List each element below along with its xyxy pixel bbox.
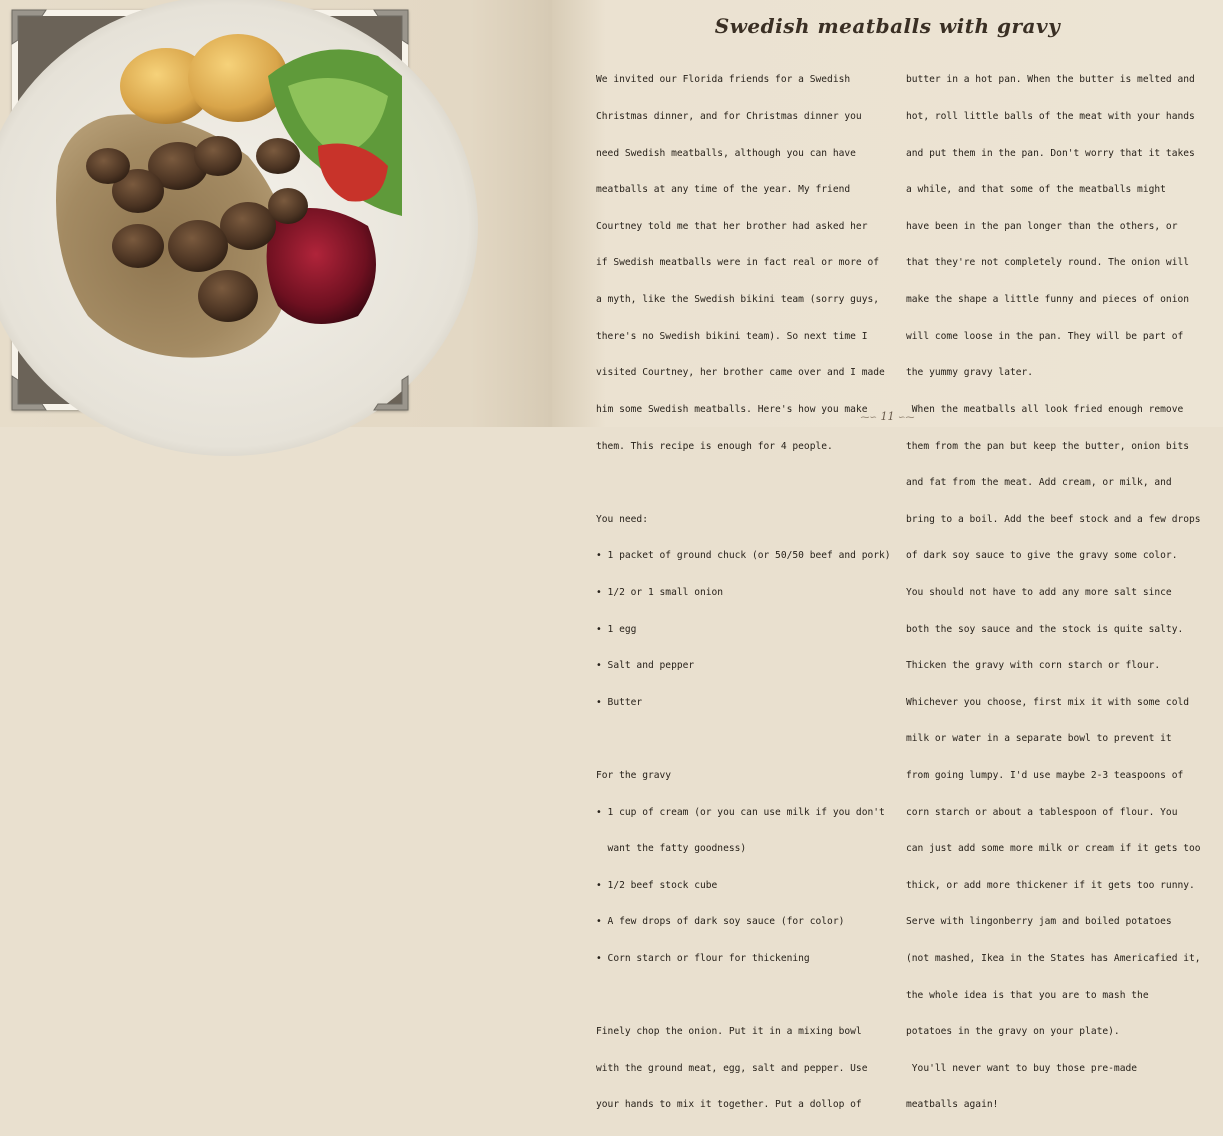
text-line: them. This recipe is enough for 4 people. bbox=[596, 440, 833, 452]
ingredient-item: • 1/2 or 1 small onion bbox=[596, 586, 724, 598]
left-page bbox=[0, 0, 552, 427]
ingredient-item: • A few drops of dark soy sauce (for color) bbox=[596, 916, 845, 928]
text-line: thick, or add more thickener if it gets too runny. bbox=[906, 879, 1195, 891]
page-number-value: 11 bbox=[880, 410, 895, 423]
text-line: meatballs again! bbox=[906, 1099, 999, 1111]
text-line: will come loose in the pan. They will be part of bbox=[906, 330, 1184, 342]
text-line: hot, roll little balls of the meat with your hands bbox=[906, 111, 1195, 123]
ingredient-item: • Corn starch or flour for thickening bbox=[596, 953, 810, 964]
flourish-left-icon: ⁓∽ bbox=[860, 413, 877, 423]
paragraph-gap bbox=[596, 990, 896, 1002]
photo-corner-icon bbox=[374, 10, 408, 44]
ingredient-item: • 1/2 beef stock cube bbox=[596, 879, 718, 891]
paragraph-gap bbox=[596, 733, 896, 745]
ingredient-item: • 1 packet of ground chuck (or 50/50 beef and pork) bbox=[596, 550, 891, 562]
text-line: milk or water in a separate bowl to prevent it bbox=[906, 733, 1172, 745]
ingredient-item: want the fatty goodness) bbox=[596, 843, 747, 855]
photo-corner-icon bbox=[12, 376, 46, 410]
text-line: Christmas dinner, and for Christmas dinner you bbox=[596, 111, 862, 123]
text-line: corn starch or about a tablespoon of flour. You bbox=[906, 806, 1178, 818]
text-line: the whole idea is that you are to mash the bbox=[906, 989, 1149, 1001]
text-line: Thicken the gravy with corn starch or flour. bbox=[906, 660, 1161, 672]
ingredient-item: • Butter bbox=[596, 696, 643, 708]
gravy-heading: For the gravy bbox=[596, 769, 672, 781]
text-line: there's no Swedish bikini team). So next time I bbox=[596, 330, 868, 342]
text-column-left bbox=[596, 50, 896, 1136]
text-line: make the shape a little funny and pieces of onion bbox=[906, 294, 1190, 306]
text-line: them from the pan but keep the butter, onion bits bbox=[906, 440, 1190, 452]
text-line: Serve with lingonberry jam and boiled potatoes bbox=[906, 916, 1172, 928]
text-line: him some Swedish meatballs. Here's how you make bbox=[596, 403, 868, 415]
text-line: bring to a boil. Add the beef stock and a few drops bbox=[906, 513, 1201, 525]
text-line: that they're not completely round. The onion will bbox=[906, 257, 1190, 269]
ingredient-item: • 1 egg bbox=[596, 623, 637, 635]
text-line: visited Courtney, her brother came over and I made bbox=[596, 367, 885, 379]
photo-corner-icon bbox=[12, 10, 46, 44]
text-column-right bbox=[906, 50, 1206, 1136]
text-line: from going lumpy. I'd use maybe 2-3 teaspoons of bbox=[906, 769, 1184, 781]
ingredients-heading: You need: bbox=[596, 513, 648, 525]
meatballs-photo bbox=[18, 16, 402, 404]
text-line: of dark soy sauce to give the gravy some color. bbox=[906, 550, 1178, 562]
ingredient-item: • Salt and pepper bbox=[596, 660, 695, 672]
text-line: When the meatballs all look fried enough remove bbox=[906, 403, 1184, 415]
text-line: potatoes in the gravy on your plate). bbox=[906, 1026, 1120, 1038]
meatballs-photo-illustration bbox=[18, 16, 402, 404]
text-line: meatballs at any time of the year. My friend bbox=[596, 184, 851, 196]
text-line: and put them in the pan. Don't worry that it takes bbox=[906, 147, 1195, 159]
text-line: the yummy gravy later. bbox=[906, 367, 1034, 379]
text-line: have been in the pan longer than the others, or bbox=[906, 220, 1178, 232]
text-line: butter in a hot pan. When the butter is melted and bbox=[906, 74, 1195, 86]
text-line: You should not have to add any more salt since bbox=[906, 586, 1172, 598]
paragraph-gap bbox=[596, 477, 896, 489]
text-line: Courtney told me that her brother had asked her bbox=[596, 220, 868, 232]
text-line: Whichever you choose, first mix it with some cold bbox=[906, 696, 1190, 708]
text-line: both the soy sauce and the stock is quite salty. bbox=[906, 623, 1184, 635]
text-line: can just add some more milk or cream if it gets too bbox=[906, 843, 1201, 855]
text-line: a while, and that some of the meatballs might bbox=[906, 184, 1166, 196]
text-line: (not mashed, Ikea in the States has Americafied it, bbox=[906, 953, 1201, 965]
text-line: a myth, like the Swedish bikini team (sorry guys, bbox=[596, 294, 880, 306]
text-line: We invited our Florida friends for a Swedish bbox=[596, 74, 851, 86]
page-number bbox=[552, 410, 1223, 423]
text-line: need Swedish meatballs, although you can have bbox=[596, 147, 856, 159]
ingredient-item: • 1 cup of cream (or you can use milk if you don't bbox=[596, 806, 885, 818]
photo-corner-icon bbox=[374, 376, 408, 410]
text-line: and fat from the meat. Add cream, or milk, and bbox=[906, 477, 1172, 489]
text-line: with the ground meat, egg, salt and pepper. Use bbox=[596, 1062, 868, 1074]
text-line: You'll never want to buy those pre-made bbox=[906, 1062, 1138, 1074]
flourish-right-icon: ∽⁓ bbox=[898, 413, 915, 423]
right-page bbox=[552, 0, 1223, 1111]
recipe-title: Swedish meatballs with gravy bbox=[714, 14, 1061, 38]
text-line: your hands to mix it together. Put a dollop of bbox=[596, 1099, 862, 1111]
text-line: if Swedish meatballs were in fact real or more of bbox=[596, 257, 880, 269]
photo-frame bbox=[12, 10, 408, 410]
text-line: Finely chop the onion. Put it in a mixing bowl bbox=[596, 1026, 862, 1038]
